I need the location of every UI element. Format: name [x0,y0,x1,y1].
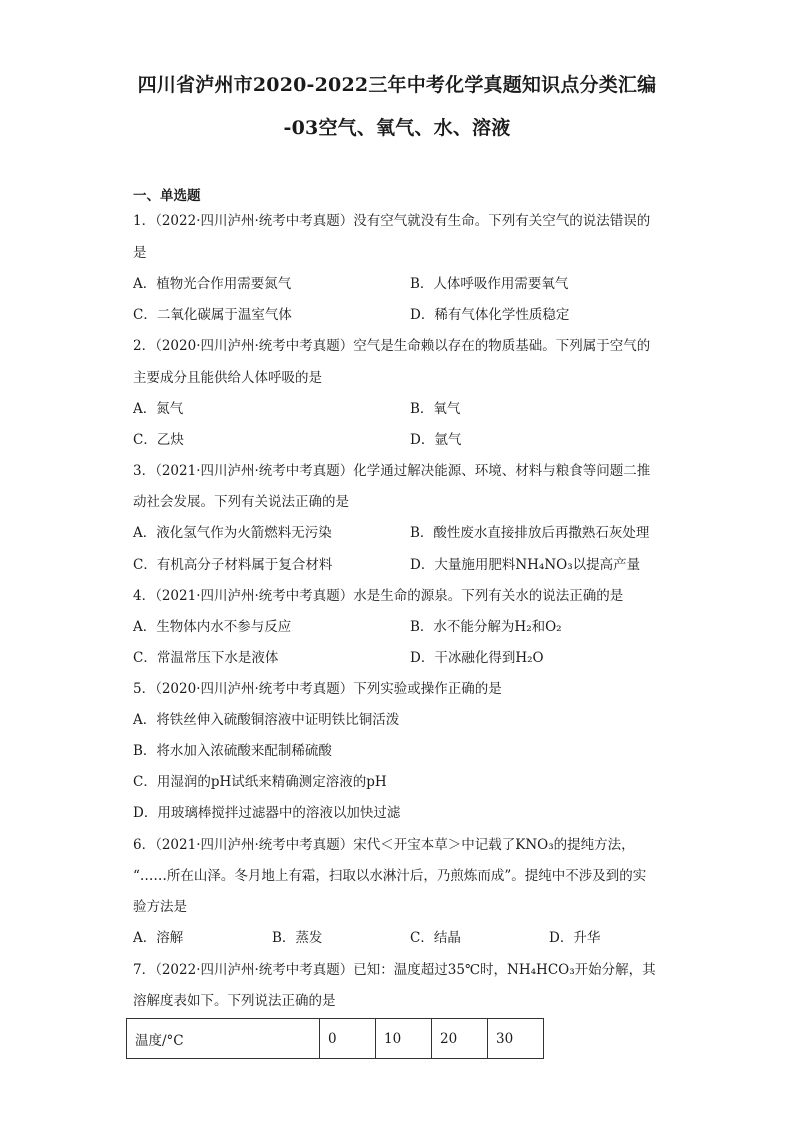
question-3-option-c: C．有机高分子材料属于复合材料 [133,557,333,573]
question-3-option-a: A．液化氢气作为火箭燃料无污染 [133,525,332,541]
question-5-option-b: B．将水加入浓硫酸来配制稀硫酸 [133,743,332,759]
question-6-line-3: 验方法是 [133,899,187,915]
question-4-option-b: B．水不能分解为H₂和O₂ [410,619,562,635]
question-5-option-a: A．将铁丝伸入硫酸铜溶液中证明铁比铜活泼 [133,712,400,728]
table-cell: 0 [320,1019,376,1059]
question-3-option-d: D．大量施用肥料NH₄NO₃以提高产量 [410,557,641,573]
question-1-line-1: 1．（2022·四川泸州·统考中考真题）没有空气就没有生命。下列有关空气的说法错误的 [133,213,651,229]
question-2-line-2: 主要成分且能供给人体呼吸的是 [133,370,322,386]
question-3-line-1: 3．（2021·四川泸州·统考中考真题）化学通过解决能源、环境、材料与粮食等问题二推 [133,463,651,479]
question-2-option-a: A．氮气 [133,401,184,417]
question-6-line-1: 6．（2021·四川泸州·统考中考真题）宋代＜开宝本草＞中记载了KNO₃的提纯方法， [133,837,635,853]
document-title-line-1: 四川省泸州市2020-2022三年中考化学真题知识点分类汇编 [137,74,657,96]
question-5-option-d: D．用玻璃棒搅拌过滤器中的溶液以加快过滤 [133,805,401,821]
question-4-line-1: 4．（2021·四川泸州·统考中考真题）水是生命的源泉。下列有关水的说法正确的是 [133,588,624,604]
table-cell: 10 [376,1019,432,1059]
question-2-option-c: C．乙炔 [133,432,184,448]
table-cell: 30 [488,1019,544,1059]
solubility-table [126,1018,544,1059]
question-5-line-1: 5．（2020·四川泸州·统考中考真题）下列实验或操作正确的是 [133,681,502,697]
question-5-option-c: C．用湿润的pH试纸来精确测定溶液的pH [133,774,387,790]
question-3-option-b: B．酸性废水直接排放后再撒熟石灰处理 [410,525,650,541]
question-4-option-d: D．干冰融化得到H₂O [410,650,544,666]
question-1-option-d: D．稀有气体化学性质稳定 [410,307,570,323]
question-7-line-2: 溶解度表如下。下列说法正确的是 [133,993,336,1009]
question-2-option-d: D．氩气 [410,432,462,448]
section-heading: 一、单选题 [133,188,201,204]
table-header-cell: 温度/°C [127,1019,320,1059]
question-7-line-1: 7．（2022·四川泸州·统考中考真题）已知：温度超过35℃时，NH₄HCO₃开始分解，其 [133,962,656,978]
question-1-option-c: C．二氧化碳属于温室气体 [133,307,292,323]
question-2-option-b: B．氧气 [410,401,461,417]
question-6-option-c: C．结晶 [410,930,461,946]
table-cell: 20 [432,1019,488,1059]
question-4-option-c: C．常温常压下水是液体 [133,650,279,666]
question-6-line-2: “……所在山泽。冬月地上有霜，扫取以水淋汁后，乃煎炼而成”。提纯中不涉及到的实 [133,868,647,884]
question-4-option-a: A．生物体内水不参与反应 [133,619,292,635]
question-6-option-d: D．升华 [549,930,601,946]
question-1-option-a: A．植物光合作用需要氮气 [133,276,292,292]
question-1-line-2: 是 [133,245,147,261]
question-2-line-1: 2．（2020·四川泸州·统考中考真题）空气是生命赖以存在的物质基础。下列属于空气的 [133,338,651,354]
question-1-option-b: B．人体呼吸作用需要氧气 [410,276,569,292]
question-3-line-2: 动社会发展。下列有关说法正确的是 [133,494,349,510]
question-6-option-b: B．蒸发 [272,930,323,946]
table-row [127,1019,544,1059]
document-title-line-2: -03空气、氧气、水、溶液 [283,117,511,139]
question-6-option-a: A．溶解 [133,930,184,946]
